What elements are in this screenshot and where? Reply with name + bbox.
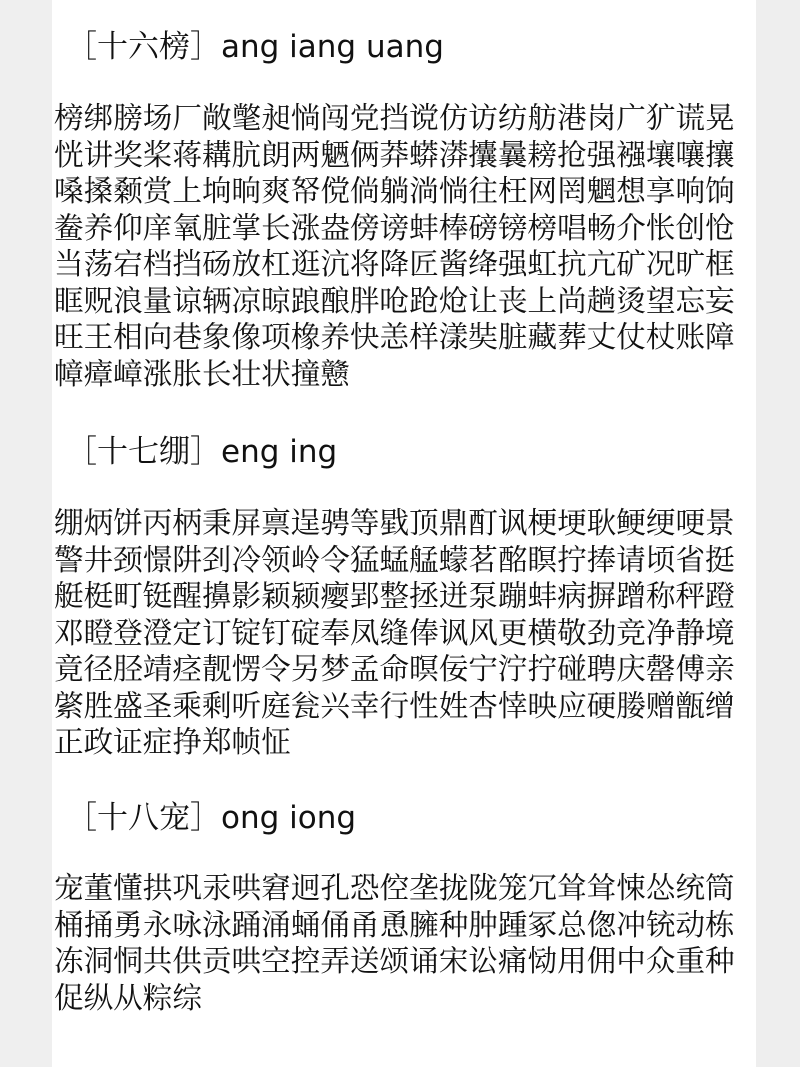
- section-body-17: 绷炳饼丙柄秉屏禀逞骋等戥顶鼎酊讽梗埂耿鲠绠哽景警井颈憬阱刭冷领岭令猛蜢艋蠓茗酩瞑拧捧请顷省挺艇梃町铤醒擤影颖颍瘿郢整拯迸泵蹦蚌病摒蹭称秤蹬邓瞪登澄定订锭钉碇奉凤缝俸讽风更横敬劲竞净静境竟径胫靖痉靓愣令另梦孟命暝佞宁泞拧碰聘庆罄傅亲綮胜盛圣乘剩听庭瓮兴幸行性姓杏悻映应硬媵赠甑缯正政证症挣郑帧怔: [54, 506, 735, 759]
- section-title-18: ［十八宠］ong iong: [66, 800, 357, 836]
- document-page: [52, 0, 756, 1067]
- page-gutter: [756, 0, 800, 1067]
- section-title-17: ［十七绷］eng ing: [66, 434, 338, 470]
- section-title-16: ［十六榜］ang iang uang: [66, 29, 444, 65]
- section-body-18: 宠董懂拱巩汞哄窘迥孔恐倥垄拢陇笼冗耸耸悚怂统筒桶捅勇永咏泳踊涌蛹俑甬恿臃种肿踵冢总偬冲铳动栋冻洞恫共供贡哄空控弄送颂诵宋讼痛恸用佣中众重种促纵从粽综: [54, 871, 735, 1015]
- section-body-16: 榜绑膀场厂敞氅昶惝闯党挡谠仿访纺舫港岗广犷谎晃恍讲奖桨蒋耩肮朗两魉俩莽蟒漭攮曩耪抢强襁壤嚷攘嗓搡颡赏上垧晌爽帑傥倘躺淌惝往枉网罔魍想享响饷鲞养仰庠氧脏掌长涨盎傍谤蚌棒磅镑榜唱畅介怅创怆当荡宕档挡砀放杠逛沆将降匠酱绛强虹抗亢矿况旷框眶贶浪量谅辆凉晾踉酿胖呛跄炝让丧上尚趟烫望忘妄旺王相向巷象像项橡养快恙样漾奘脏藏葬丈仗杖账障幛瘴嶂涨胀长壮状撞戆: [54, 101, 735, 391]
